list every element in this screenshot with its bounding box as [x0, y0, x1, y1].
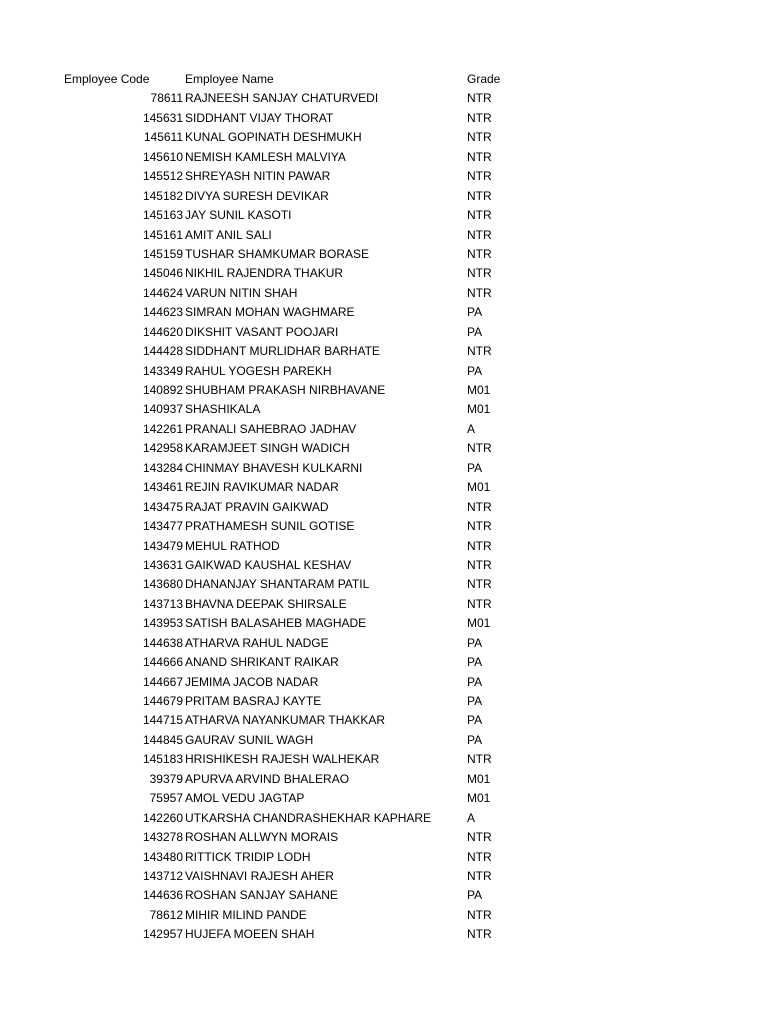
table-row: [0, 537, 768, 556]
employee-code-cell: 143480: [142, 849, 183, 864]
table-row: [0, 886, 768, 905]
table-row: [0, 925, 768, 944]
grade-cell: PA: [467, 305, 483, 320]
grade-cell: NTR: [467, 110, 492, 125]
employee-name-cell: NEMISH KAMLESH MALVIYA: [185, 149, 346, 164]
employee-code-cell: 143349: [142, 363, 183, 378]
employee-name-cell: SIDDHANT VIJAY THORAT: [185, 110, 334, 125]
employee-code-cell: 143479: [142, 538, 183, 553]
employee-code-cell: 143631: [142, 557, 183, 572]
employee-name-cell: RAJNEESH SANJAY CHATURVEDI: [185, 91, 379, 106]
employee-name-cell: HRISHIKESH RAJESH WALHEKAR: [185, 752, 380, 767]
table-row: [0, 692, 768, 711]
grade-cell: NTR: [467, 868, 492, 883]
table-row: [0, 575, 768, 594]
table-row: [0, 264, 768, 283]
table-row: [0, 226, 768, 245]
grade-cell: PA: [467, 732, 483, 747]
header-grade: Grade: [467, 72, 501, 86]
employee-code-cell: 145182: [142, 188, 183, 203]
employee-name-cell: UTKARSHA CHANDRASHEKHAR KAPHARE: [185, 810, 432, 825]
employee-name-cell: ROSHAN ALLWYN MORAIS: [185, 830, 339, 845]
table-row: [0, 323, 768, 342]
employee-name-cell: GAIKWAD KAUSHAL KESHAV: [185, 557, 352, 572]
grade-cell: NTR: [467, 130, 492, 145]
grade-cell: NTR: [467, 208, 492, 223]
employee-code-cell: 145183: [142, 752, 183, 767]
employee-name-cell: HUJEFA MOEEN SHAH: [185, 927, 315, 942]
grade-cell: PA: [467, 674, 483, 689]
employee-code-cell: 142958: [142, 441, 183, 456]
grade-cell: NTR: [467, 169, 492, 184]
employee-name-cell: SATISH BALASAHEB MAGHADE: [185, 616, 367, 631]
table-body: [0, 89, 768, 944]
employee-name-cell: ATHARVA NAYANKUMAR THAKKAR: [185, 713, 386, 728]
employee-name-cell: PRATHAMESH SUNIL GOTISE: [185, 519, 355, 534]
grade-cell: PA: [467, 635, 483, 650]
grade-cell: NTR: [467, 441, 492, 456]
table-row: [0, 828, 768, 847]
employee-name-cell: SIDDHANT MURLIDHAR BARHATE: [185, 344, 380, 359]
employee-code-cell: 143477: [142, 519, 183, 534]
employee-code-cell: 39379: [149, 771, 183, 786]
employee-code-cell: 78611: [150, 91, 183, 106]
employee-name-cell: GAURAV SUNIL WAGH: [185, 732, 314, 747]
employee-code-cell: 142260: [142, 810, 183, 825]
employee-name-cell: AMOL VEDU JAGTAP: [185, 791, 305, 806]
table-row: [0, 673, 768, 692]
employee-code-cell: 145161: [142, 227, 183, 242]
employee-code-cell: 145163: [142, 208, 183, 223]
table-row: [0, 284, 768, 303]
employee-name-cell: ANAND SHRIKANT RAIKAR: [185, 655, 339, 670]
grade-cell: NTR: [467, 577, 492, 592]
grade-cell: NTR: [467, 830, 492, 845]
grade-cell: NTR: [467, 344, 492, 359]
employee-code-cell: 140937: [142, 402, 183, 417]
employee-name-cell: DIVYA SURESH DEVIKAR: [185, 188, 329, 203]
header-employee-code: Employee Code: [64, 72, 150, 86]
employee-code-cell: 144624: [142, 285, 183, 300]
employee-name-cell: ATHARVA RAHUL NADGE: [185, 635, 329, 650]
employee-name-cell: PRITAM BASRAJ KAYTE: [185, 694, 322, 708]
table-row: [0, 478, 768, 497]
table-row: [0, 89, 768, 108]
table-row: [0, 906, 768, 925]
employee-code-cell: 144715: [142, 713, 183, 728]
grade-cell: M01: [467, 771, 491, 786]
grade-cell: NTR: [467, 519, 492, 534]
employee-table: [0, 70, 768, 945]
employee-name-cell: KUNAL GOPINATH DESHMUKH: [185, 130, 362, 145]
employee-code-cell: 144638: [142, 635, 183, 650]
grade-cell: NTR: [467, 907, 492, 922]
header-employee-name: Employee Name: [185, 72, 274, 86]
employee-name-cell: BHAVNA DEEPAK SHIRSALE: [185, 596, 347, 611]
employee-code-cell: 78612: [149, 907, 183, 922]
employee-code-cell: 144666: [142, 655, 183, 670]
grade-cell: NTR: [467, 927, 492, 942]
employee-code-cell: 143713: [142, 596, 183, 611]
table-row: [0, 400, 768, 419]
grade-cell: NTR: [467, 849, 492, 864]
grade-cell: A: [467, 810, 476, 825]
employee-name-cell: KARAMJEET SINGH WADICH: [185, 441, 350, 456]
employee-code-cell: 143475: [142, 499, 183, 514]
employee-name-cell: TUSHAR SHAMKUMAR BORASE: [185, 246, 370, 261]
grade-cell: NTR: [467, 752, 492, 767]
employee-code-cell: 140892: [142, 383, 183, 397]
table-row: [0, 498, 768, 517]
grade-cell: PA: [467, 888, 483, 903]
grade-cell: NTR: [467, 188, 492, 203]
employee-code-cell: 145046: [142, 266, 183, 281]
grade-cell: NTR: [467, 557, 492, 572]
table-row: [0, 731, 768, 750]
grade-cell: A: [467, 421, 476, 436]
employee-name-cell: DIKSHIT VASANT POOJARI: [185, 324, 339, 339]
table-row: [0, 128, 768, 147]
employee-code-cell: 144620: [142, 324, 183, 339]
grade-cell: PA: [467, 324, 483, 339]
employee-code-cell: 144845: [142, 732, 183, 747]
grade-cell: PA: [467, 363, 483, 378]
table-row: [0, 653, 768, 672]
employee-code-cell: 143284: [142, 460, 183, 475]
employee-code-cell: 145512: [142, 169, 183, 184]
table-row: [0, 809, 768, 828]
grade-cell: NTR: [467, 227, 492, 242]
employee-code-cell: 144636: [142, 888, 183, 903]
employee-name-cell: RAHUL YOGESH PAREKH: [185, 363, 332, 378]
employee-code-cell: 143712: [142, 868, 183, 883]
table-row: [0, 556, 768, 575]
employee-name-cell: SHASHIKALA: [185, 402, 261, 417]
table-row: [0, 614, 768, 633]
table-row: [0, 381, 768, 400]
employee-name-cell: MEHUL RATHOD: [185, 538, 280, 553]
grade-cell: M01: [467, 402, 491, 417]
table-row: [0, 420, 768, 439]
table-row: [0, 770, 768, 789]
table-row: [0, 167, 768, 186]
table-row: [0, 187, 768, 206]
employee-code-cell: 142261: [142, 421, 183, 436]
employee-code-cell: 143953: [142, 616, 183, 631]
employee-name-cell: RAJAT PRAVIN GAIKWAD: [185, 499, 329, 514]
employee-code-cell: 142957: [142, 927, 183, 942]
grade-cell: M01: [467, 616, 491, 631]
table-row: [0, 517, 768, 536]
grade-cell: PA: [467, 460, 483, 475]
employee-code-cell: 145631: [142, 110, 183, 125]
employee-code-cell: 143278: [142, 830, 183, 845]
table-row: [0, 439, 768, 458]
grade-cell: M01: [467, 383, 491, 397]
employee-name-cell: JAY SUNIL KASOTI: [185, 208, 292, 223]
grade-cell: NTR: [467, 266, 492, 281]
grade-cell: M01: [467, 480, 491, 495]
table-header-row: [0, 70, 768, 89]
employee-name-cell: SIMRAN MOHAN WAGHMARE: [185, 305, 355, 320]
table-row: [0, 711, 768, 730]
table-row: [0, 362, 768, 381]
table-row: [0, 245, 768, 264]
grade-cell: NTR: [467, 538, 492, 553]
table-row: [0, 148, 768, 167]
table-row: [0, 634, 768, 653]
employee-code-cell: 145159: [142, 246, 183, 261]
table-row: [0, 303, 768, 322]
employee-name-cell: DHANANJAY SHANTARAM PATIL: [185, 577, 370, 592]
employee-name-cell: MIHIR MILIND PANDE: [185, 907, 307, 922]
employee-code-cell: 144667: [142, 674, 183, 689]
table-row: [0, 342, 768, 361]
employee-code-cell: 143680: [142, 577, 183, 592]
grade-cell: M01: [467, 791, 491, 806]
employee-name-cell: VAISHNAVI RAJESH AHER: [185, 868, 334, 883]
table-row: [0, 109, 768, 128]
table-row: [0, 595, 768, 614]
table-row: [0, 206, 768, 225]
grade-cell: PA: [467, 694, 483, 708]
grade-cell: NTR: [467, 285, 492, 300]
table-row: [0, 867, 768, 886]
grade-cell: PA: [467, 655, 483, 670]
employee-name-cell: NIKHIL RAJENDRA THAKUR: [185, 266, 344, 281]
employee-name-cell: CHINMAY BHAVESH KULKARNI: [185, 460, 363, 475]
employee-code-cell: 145610: [142, 149, 183, 164]
employee-name-cell: REJIN RAVIKUMAR NADAR: [185, 480, 339, 495]
employee-name-cell: PRANALI SAHEBRAO JADHAV: [185, 421, 357, 436]
employee-name-cell: RITTICK TRIDIP LODH: [185, 849, 311, 864]
table-row: [0, 750, 768, 769]
employee-name-cell: VARUN NITIN SHAH: [185, 285, 298, 300]
grade-cell: NTR: [467, 149, 492, 164]
grade-cell: NTR: [467, 499, 492, 514]
grade-cell: NTR: [467, 596, 492, 611]
grade-cell: NTR: [467, 91, 492, 106]
table-row: [0, 789, 768, 808]
employee-name-cell: SHREYASH NITIN PAWAR: [185, 169, 331, 184]
employee-code-cell: 144623: [142, 305, 183, 320]
grade-cell: NTR: [467, 246, 492, 261]
table-row: [0, 459, 768, 478]
employee-name-cell: ROSHAN SANJAY SAHANE: [185, 888, 338, 903]
employee-name-cell: JEMIMA JACOB NADAR: [185, 674, 319, 689]
employee-code-cell: 144679: [142, 694, 183, 708]
employee-code-cell: 145611: [143, 130, 183, 145]
employee-code-cell: 75957: [149, 791, 183, 806]
table-row: [0, 848, 768, 867]
employee-code-cell: 143461: [142, 480, 183, 495]
employee-code-cell: 144428: [142, 344, 183, 359]
grade-cell: PA: [467, 713, 483, 728]
employee-name-cell: SHUBHAM PRAKASH NIRBHAVANE: [185, 383, 386, 397]
employee-name-cell: AMIT ANIL SALI: [185, 227, 272, 242]
employee-name-cell: APURVA ARVIND BHALERAO: [185, 771, 350, 786]
